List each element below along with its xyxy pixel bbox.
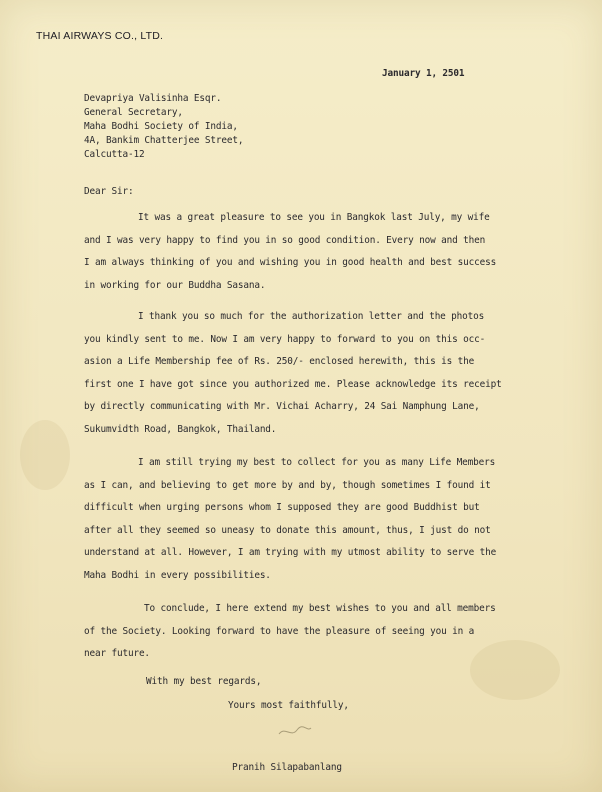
text-line: asion a Life Membership fee of Rs. 250/- enclosed herewith, this is the bbox=[84, 356, 475, 368]
text-line: of the Society. Looking forward to have the pleasure of seeing you in a bbox=[84, 625, 475, 637]
text-line: Sukumvidth Road, Bangkok, Thailand. bbox=[84, 423, 277, 435]
paragraph-3 bbox=[84, 452, 564, 588]
text-line: To conclude, I here extend my best wishes to you and all members bbox=[144, 603, 496, 614]
address-line: Maha Bodhi Society of India, bbox=[84, 121, 238, 132]
recipient-address bbox=[84, 92, 243, 162]
text-line: first one I have got since you authorized me. Please acknowledge its receipt bbox=[84, 378, 502, 390]
salutation: Dear Sir: bbox=[84, 186, 134, 197]
text-line: by directly communicating with Mr. Vichai Acharry, 24 Sai Namphung Lane, bbox=[84, 401, 480, 413]
address-line: Devapriya Valisinha Esqr. bbox=[84, 93, 222, 104]
text-line: difficult when urging persons whom I supposed they are good Buddhist but bbox=[84, 502, 480, 514]
signature-mark bbox=[275, 722, 315, 740]
signature-name: Pranih Silapabanlang bbox=[232, 762, 342, 773]
text-line: I thank you so much for the authorization letter and the photos bbox=[138, 311, 485, 322]
text-line: in working for our Buddha Sasana. bbox=[84, 279, 266, 291]
address-line: Calcutta-12 bbox=[84, 149, 145, 160]
paragraph-2 bbox=[84, 306, 564, 442]
text-line: and I was very happy to find you in so good condition. Every now and then bbox=[84, 234, 486, 246]
text-line: near future. bbox=[84, 648, 150, 660]
text-line: as I can, and believing to get more by and by, though sometimes I found it bbox=[84, 479, 491, 491]
letterhead: THAI AIRWAYS CO., LTD. bbox=[36, 30, 164, 42]
paper-stain bbox=[20, 420, 70, 490]
text-line: I am still trying my best to collect for you as many Life Members bbox=[138, 457, 496, 468]
text-line: It was a great pleasure to see you in Bangkok last July, my wife bbox=[138, 212, 490, 223]
text-line: Maha Bodhi in every possibilities. bbox=[84, 569, 271, 581]
address-line: General Secretary, bbox=[84, 107, 183, 118]
letter-date: January 1, 2501 bbox=[382, 68, 465, 79]
text-line: after all they seemed so uneasy to donate this amount, thus, I just do not bbox=[84, 524, 491, 536]
valediction: Yours most faithfully, bbox=[228, 700, 349, 711]
text-line: understand at all. However, I am trying with my utmost ability to serve the bbox=[84, 547, 497, 559]
text-line: I am always thinking of you and wishing you in good health and best success bbox=[84, 257, 497, 269]
address-line: 4A, Bankim Chatterjee Street, bbox=[84, 135, 244, 146]
closing-line: With my best regards, bbox=[146, 676, 262, 687]
paragraph-4 bbox=[84, 598, 564, 666]
text-line: you kindly sent to me. Now I am very happy to forward to you on this occ- bbox=[84, 333, 486, 345]
paragraph-1 bbox=[84, 207, 564, 297]
